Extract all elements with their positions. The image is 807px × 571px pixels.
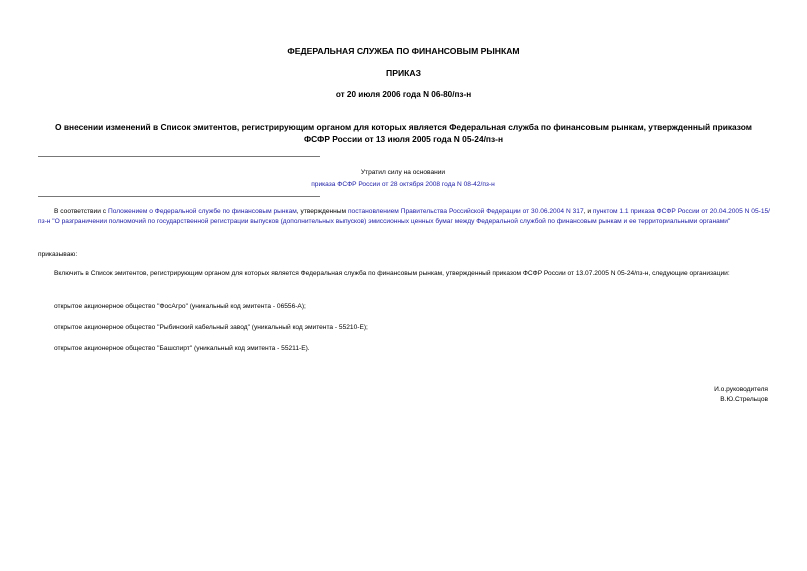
regulation-link[interactable]: Положением о Федеральной службе по финансовым рынкам bbox=[107, 208, 297, 215]
intro-text-3: , и bbox=[583, 208, 593, 215]
agency-title: ФЕДЕРАЛЬНАЯ СЛУЖБА ПО ФИНАНСОВЫМ РЫНКАМ bbox=[287, 46, 520, 56]
document-subject: О внесении изменений в Список эмитентов, регистрирующим органом для которых является Федеральная служба по финансовым рынкам, утвержденный приказом ФСФР России от 13 июля 2005 года N 05-24/пз-н bbox=[55, 122, 752, 144]
divider-top bbox=[38, 156, 320, 157]
intro-text-2: , утвержденным bbox=[296, 208, 348, 215]
signatory-position: И.о.руководителя bbox=[714, 386, 768, 393]
intro-paragraph bbox=[38, 207, 770, 226]
order-clause-link[interactable]: пунктом 1.1 приказа ФСФР России от 20.04.2005 N 05-15/пз-н "О разграничении полномочий по государственной регистрации выпусков (дополнительных выпусков) эмиссионных ценных бумаг между Федеральной службой по финансовым рынкам и ее территориальными органами" bbox=[38, 208, 771, 225]
list-item: открытое акционерное общество "Рыбинский кабельный завод" (уникальный код эмитента - 55210-Е); bbox=[54, 324, 368, 331]
include-paragraph: Включить в Список эмитентов, регистрирующим органом для которых является Федеральная служба по финансовым рынкам, утвержденный приказом ФСФР России от 13.07.2005 N 05-24/пз-н, следующие организации: bbox=[54, 270, 730, 277]
order-directive: приказываю: bbox=[38, 251, 78, 258]
status-note-text: Утратил силу на основании bbox=[360, 169, 446, 176]
government-decree-link[interactable]: постановлением Правительства Российской Федерации от 30.06.2004 N 317 bbox=[347, 208, 584, 215]
document-type: ПРИКАЗ bbox=[386, 68, 421, 78]
status-note-link[interactable]: приказа ФСФР России от 28 октября 2008 года N 08-42/пз-н bbox=[311, 181, 495, 188]
document-date-number: от 20 июля 2006 года N 06-80/пз-н bbox=[335, 90, 472, 99]
signatory-name: В.Ю.Стрельцов bbox=[720, 396, 768, 403]
intro-text-1: В соответствии с bbox=[54, 208, 108, 215]
list-item: открытое акционерное общество "Башспирт" (уникальный код эмитента - 55211-Е). bbox=[54, 345, 310, 352]
list-item: открытое акционерное общество "ФосАгро" (уникальный код эмитента - 06556-А); bbox=[54, 303, 306, 310]
divider-bottom bbox=[38, 196, 320, 197]
